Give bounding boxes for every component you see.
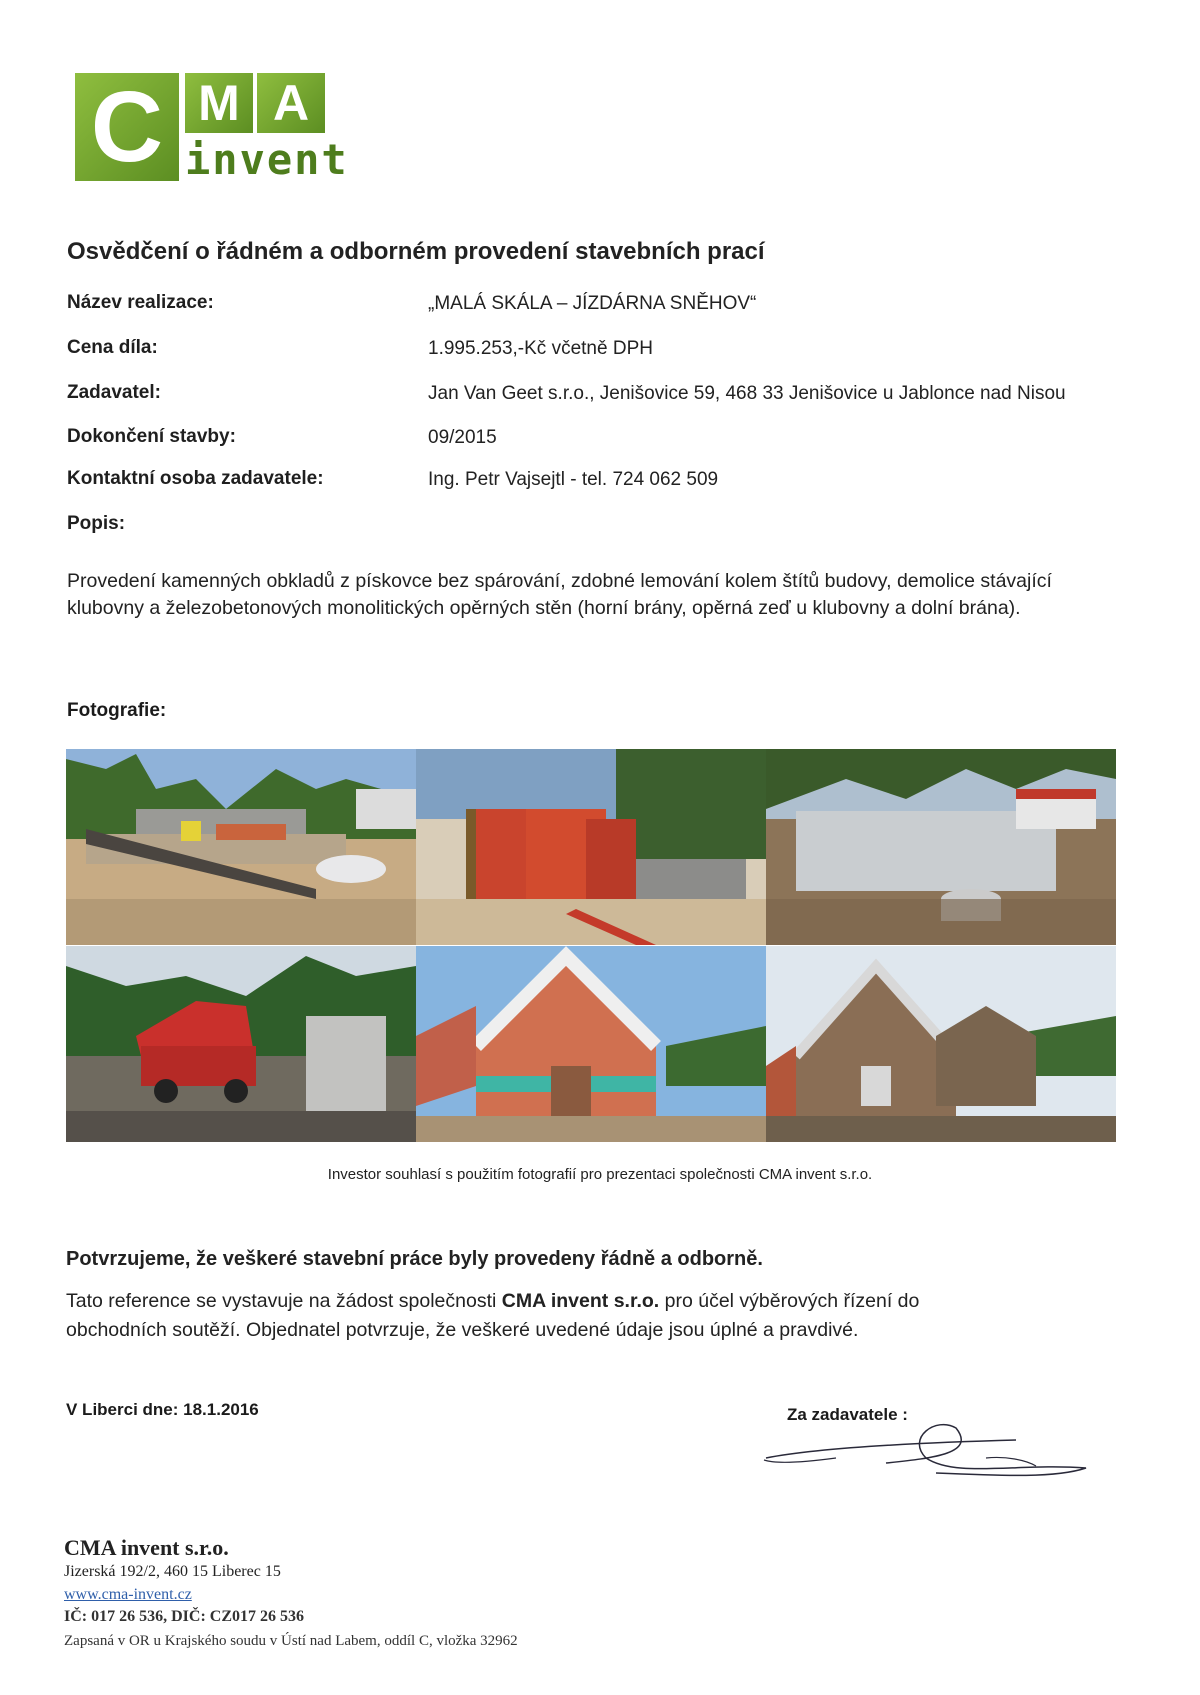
document-title: Osvědčení o řádném a odborném provedení stavebních prací	[67, 238, 765, 265]
footer-address: Jizerská 192/2, 460 15 Liberec 15	[64, 1563, 281, 1580]
footer-company: CMA invent s.r.o.	[64, 1535, 229, 1560]
field-value-contact: Ing. Petr Vajsejtl - tel. 724 062 509	[428, 469, 719, 490]
confirmation-statement: Potvrzujeme, že veškeré stavební práce byly provedeny řádně a odborně.	[66, 1248, 763, 1270]
field-label-contact: Kontaktní osoba zadavatele:	[67, 468, 324, 489]
field-label-project-name: Název realizace:	[67, 292, 214, 313]
logo-subtitle: invent	[185, 135, 349, 184]
reference-company: CMA invent s.r.o.	[501, 1290, 660, 1312]
logo-letter-a: A	[257, 73, 325, 133]
site-photo	[416, 946, 766, 1142]
field-value-project-name: „MALÁ SKÁLA – JÍZDÁRNA SNĚHOV“	[428, 293, 757, 314]
reference-paragraph	[66, 1287, 966, 1345]
field-value-completion: 09/2015	[428, 427, 497, 448]
description-text: Provedení kamenných obkladů z pískovce bez spárování, zdobné lemování kolem štítů budovy, demolice stávající klubovny a železobetonových monolitických opěrných stěn (horní brány, opěrná zeď u klubovny a dolní brána).	[67, 570, 1052, 619]
footer-registry: Zapsaná v OR u Krajského soudu v Ústí nad Labem, oddíl C, vložka 32962	[64, 1633, 518, 1649]
field-value-client: Jan Van Geet s.r.o., Jenišovice 59, 468 33 Jenišovice u Jablonce nad Nisou	[428, 383, 1066, 404]
photos-label: Fotografie:	[67, 700, 167, 721]
field-label-price: Cena díla:	[67, 337, 158, 358]
place-date: V Liberci dne: 18.1.2016	[66, 1400, 259, 1419]
reference-text-before: Tato reference se vystavuje na žádost společnosti	[66, 1290, 502, 1312]
signature-label: Za zadavatele :	[787, 1405, 908, 1424]
signature	[756, 1418, 1096, 1488]
footer-ids: IČ: 017 26 536, DIČ: CZ017 26 536	[64, 1608, 304, 1625]
field-label-client: Zadavatel:	[67, 382, 161, 403]
footer-web-link[interactable]: www.cma-invent.cz	[64, 1586, 192, 1603]
photo-grid	[66, 749, 1116, 1142]
site-photo	[766, 946, 1116, 1142]
site-photo	[416, 749, 766, 945]
site-photo	[66, 946, 416, 1142]
description-label: Popis:	[67, 513, 126, 534]
field-label-completion: Dokončení stavby:	[67, 426, 236, 447]
field-value-price: 1.995.253,-Kč včetně DPH	[428, 338, 653, 359]
logo-letter-m: M	[185, 73, 253, 133]
photo-caption: Investor souhlasí s použitím fotografií pro prezentaci společnosti CMA invent s.r.o.	[327, 1166, 873, 1183]
site-photo	[66, 749, 416, 945]
company-logo	[75, 71, 349, 184]
logo-letter-c: C	[75, 73, 179, 181]
site-photo	[766, 749, 1116, 945]
reference-text-after: pro účel výběrových řízení do obchodních soutěží. Objednatel potvrzuje, že veškeré uvedené údaje jsou úplné a pravdivé.	[66, 1290, 920, 1341]
